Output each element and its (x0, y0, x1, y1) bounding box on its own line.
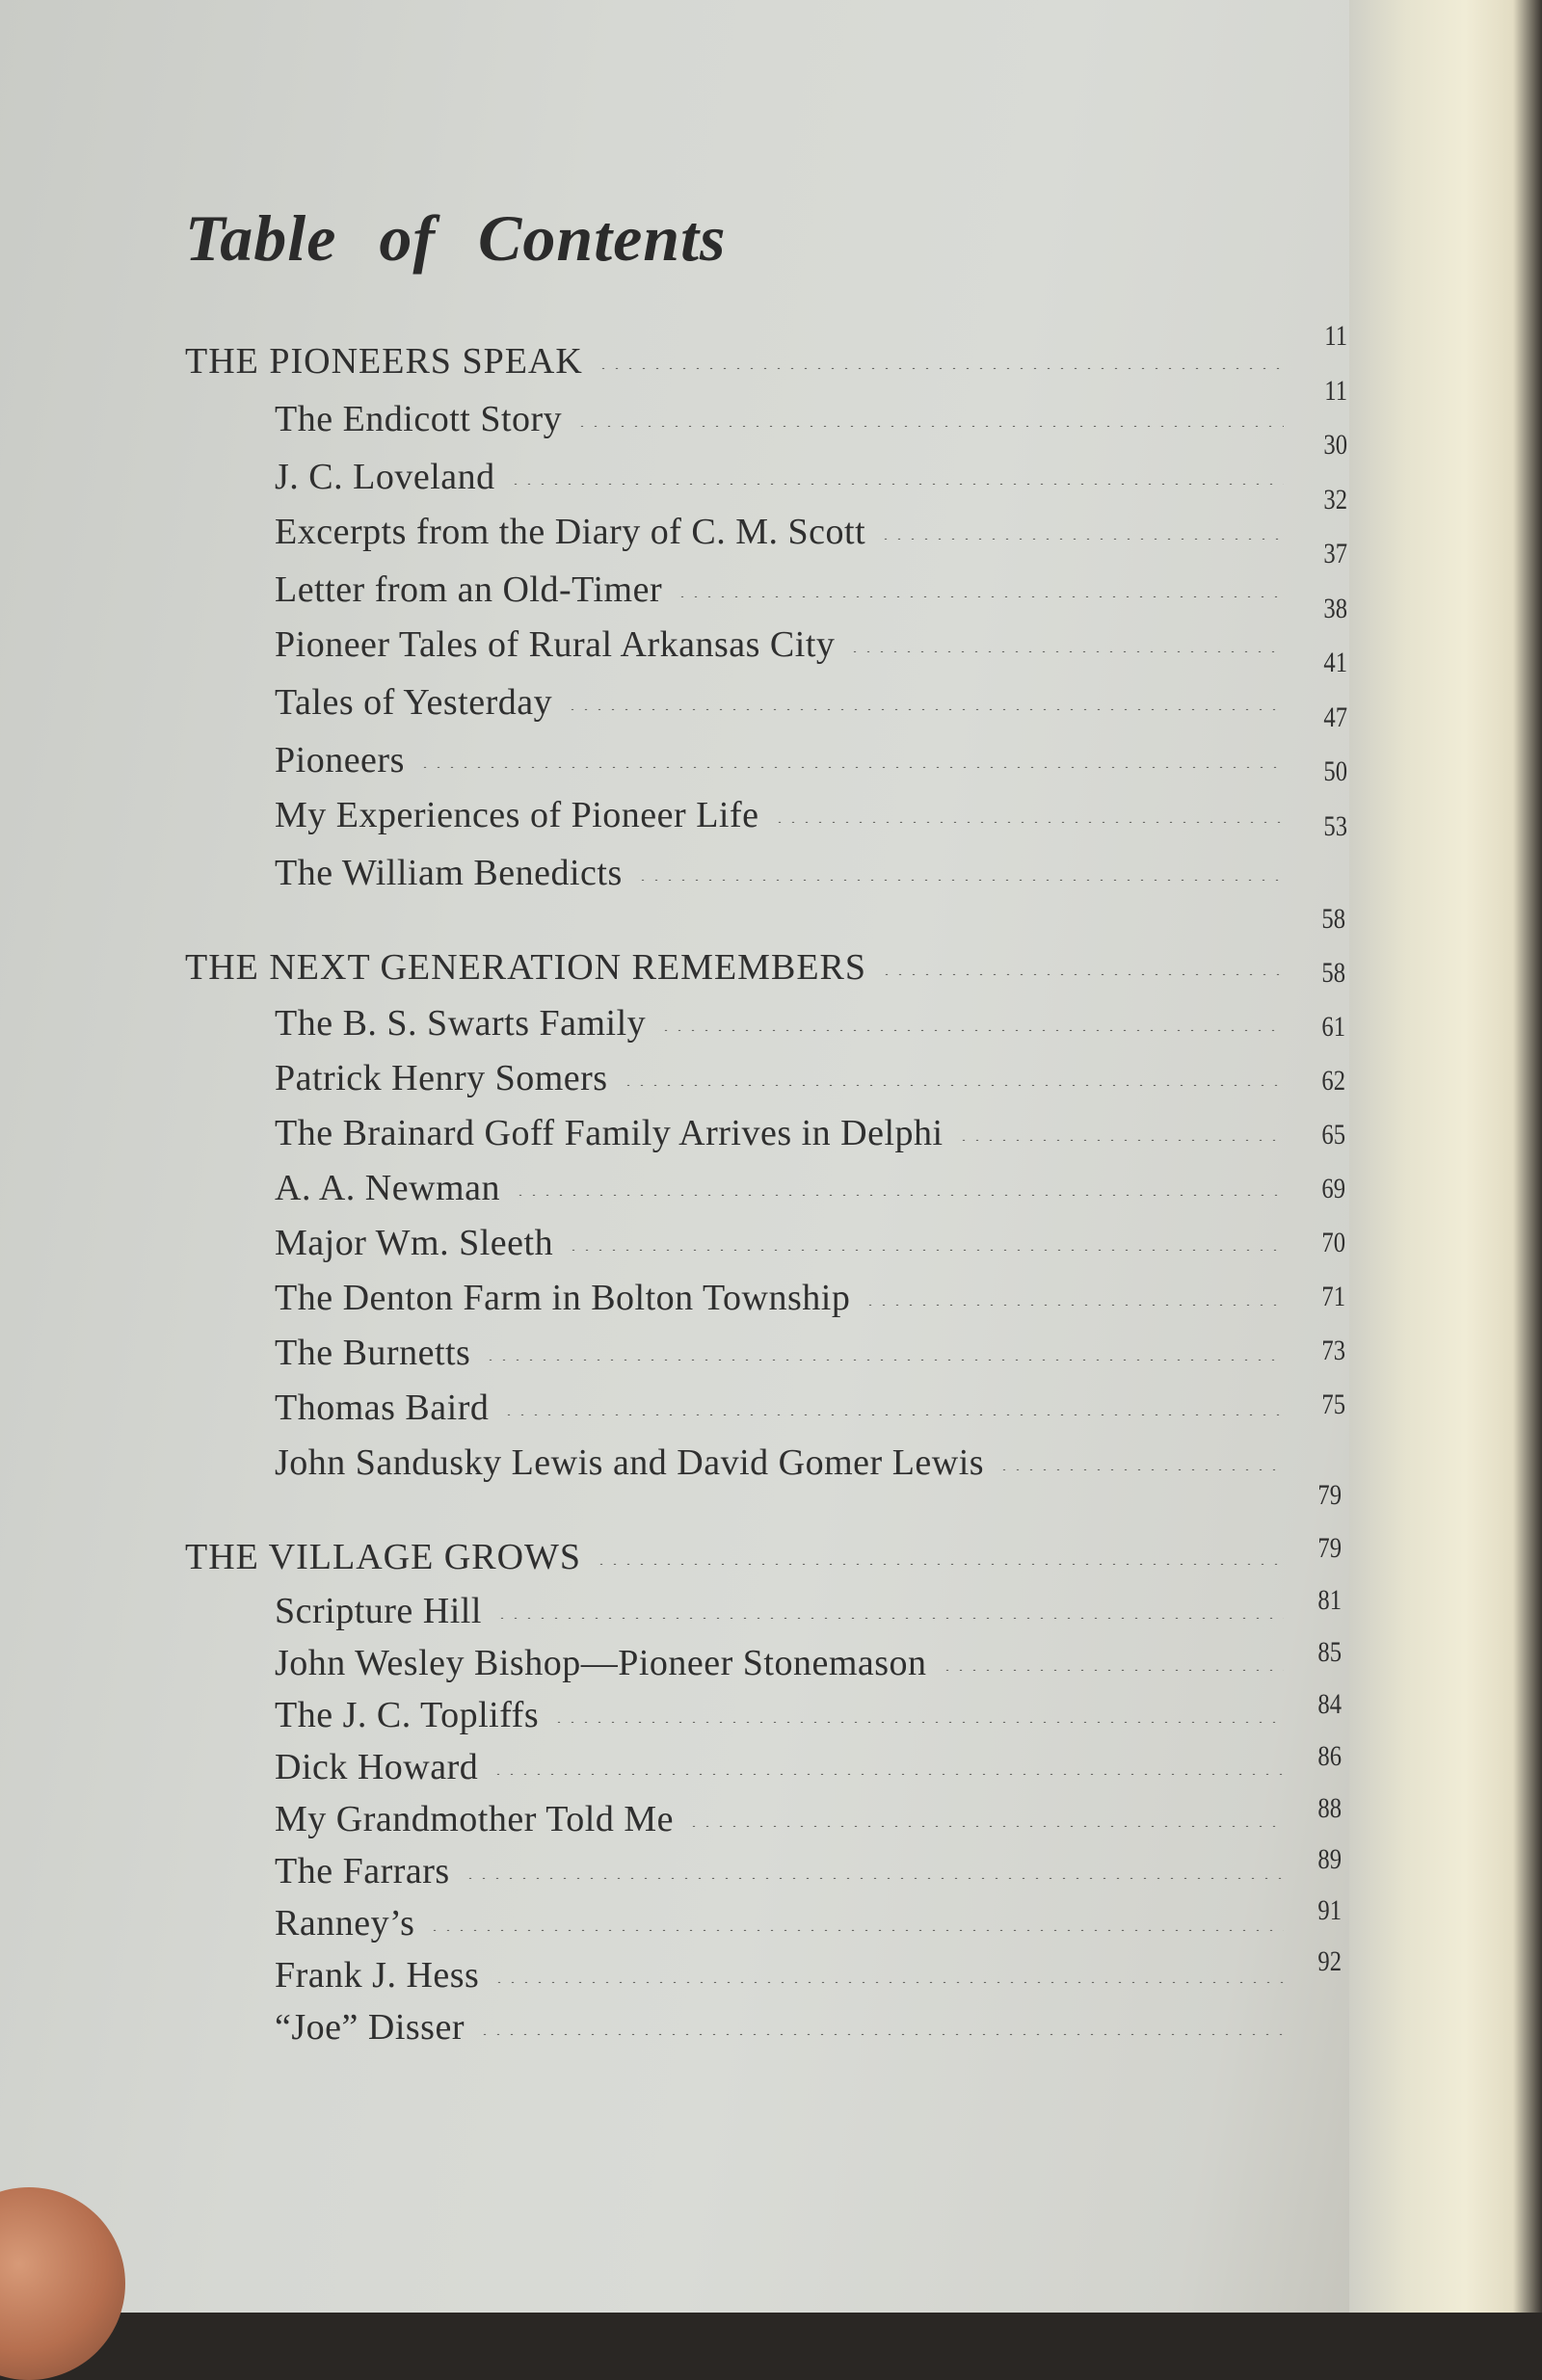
page-number: 81 (1317, 1584, 1342, 1616)
leader-dots (418, 766, 1284, 768)
leader-dots (848, 650, 1284, 652)
page-number: 84 (1317, 1688, 1342, 1720)
page-number: 88 (1317, 1792, 1342, 1824)
toc-entry-label: The Farrars (275, 1851, 450, 1891)
toc-entry (275, 739, 1284, 781)
page-number: 37 (1323, 538, 1347, 569)
page-number: 30 (1323, 429, 1347, 461)
section-heading-label: THE NEXT GENERATION REMEMBERS (185, 947, 867, 988)
leader-dots (676, 595, 1284, 597)
page-number: 53 (1323, 810, 1347, 842)
toc-entry (275, 1746, 1284, 1788)
toc-entry (275, 1057, 1284, 1099)
toc-entry-label: John Sandusky Lewis and David Gomer Lewis (275, 1442, 985, 1483)
toc-entry-label: The Denton Farm in Bolton Township (275, 1278, 851, 1318)
page-number: 86 (1317, 1740, 1342, 1772)
toc-entry (275, 456, 1284, 498)
leader-dots (773, 821, 1285, 823)
page-number: 70 (1321, 1227, 1345, 1258)
page-number: 11 (1324, 320, 1347, 352)
toc-entry (275, 1002, 1284, 1045)
toc-entry (275, 569, 1284, 611)
toc-entry (275, 1902, 1284, 1944)
page-number: 41 (1323, 647, 1347, 678)
page-number: 79 (1317, 1479, 1342, 1511)
page-number: 38 (1323, 593, 1347, 624)
toc-entry-label: Pioneer Tales of Rural Arkansas City (275, 624, 836, 665)
toc-entry (275, 1694, 1284, 1736)
toc-entry (275, 852, 1284, 894)
leader-dots (941, 1669, 1284, 1671)
page-number: 58 (1321, 903, 1345, 935)
page-title: Table of Contents (185, 201, 727, 275)
page-number: 71 (1321, 1281, 1345, 1312)
toc-entry-label: Frank J. Hess (275, 1955, 480, 1996)
toc-entry (275, 1387, 1284, 1429)
leader-dots (957, 1139, 1284, 1141)
leader-dots (492, 1981, 1284, 1983)
leader-dots (484, 1359, 1284, 1361)
leader-dots (575, 425, 1284, 427)
page-number: 65 (1321, 1119, 1345, 1150)
leader-dots (514, 1194, 1284, 1196)
page-number: 73 (1321, 1335, 1345, 1366)
leader-dots (879, 538, 1284, 540)
section-heading-label: THE VILLAGE GROWS (185, 1537, 582, 1577)
page-number: 62 (1321, 1065, 1345, 1097)
toc-entry-label: The B. S. Swarts Family (275, 1003, 647, 1044)
toc-entry (275, 1850, 1284, 1892)
toc-entry (275, 1954, 1284, 1997)
toc-entry-label: A. A. Newman (275, 1168, 500, 1208)
toc-entry (275, 2006, 1284, 2049)
toc-entry (275, 1277, 1284, 1319)
toc-entry-label: J. C. Loveland (275, 457, 495, 497)
toc-entry (275, 681, 1284, 724)
toc-entry-label: The J. C. Topliffs (275, 1695, 540, 1735)
page-number: 89 (1317, 1843, 1342, 1875)
page-number: 75 (1321, 1388, 1345, 1420)
leader-dots (864, 1304, 1284, 1306)
leader-dots (492, 1773, 1284, 1775)
toc-entry-label: My Grandmother Told Me (275, 1799, 674, 1839)
toc-entry-label: The Burnetts (275, 1333, 471, 1373)
toc-entry-label: The William Benedicts (275, 853, 623, 893)
leader-dots (997, 1468, 1284, 1470)
toc-entry-label: The Endicott Story (275, 399, 563, 439)
toc-entry (275, 1222, 1284, 1264)
toc-entry (275, 511, 1284, 553)
toc-entry-label: My Experiences of Pioneer Life (275, 795, 759, 835)
section-heading-label: THE PIONEERS SPEAK (185, 341, 583, 382)
toc-entry-label: Ranney’s (275, 1903, 415, 1944)
leader-dots (597, 367, 1284, 369)
leader-dots (566, 708, 1284, 710)
toc-entry-label: Pioneers (275, 740, 405, 780)
section-heading-next-generation-remembers (185, 946, 1284, 989)
leader-dots (595, 1563, 1284, 1565)
leader-dots (478, 2033, 1284, 2035)
toc-entry (275, 1167, 1284, 1209)
toc-entry-label: John Wesley Bishop—Pioneer Stonemason (275, 1643, 927, 1683)
page-number: 91 (1317, 1894, 1342, 1926)
toc-entry-label: Scripture Hill (275, 1591, 482, 1631)
leader-dots (622, 1084, 1284, 1086)
toc-entry-label: Major Wm. Sleeth (275, 1223, 554, 1263)
leader-dots (502, 1414, 1284, 1415)
leader-dots (880, 973, 1284, 975)
toc-entry-label: Tales of Yesterday (275, 682, 553, 723)
toc-entry-label: Patrick Henry Somers (275, 1058, 608, 1098)
toc-entry (275, 398, 1284, 440)
toc-entry-label: Letter from an Old-Timer (275, 569, 663, 610)
section-heading-pioneers-speak (185, 340, 1284, 383)
leader-dots (636, 879, 1284, 881)
toc-entry (275, 1798, 1284, 1840)
page-number: 69 (1321, 1173, 1345, 1204)
toc-entry-label: Excerpts from the Diary of C. M. Scott (275, 512, 866, 552)
toc-entry (275, 1590, 1284, 1632)
toc-entry-label: Thomas Baird (275, 1388, 490, 1428)
leader-dots (464, 1877, 1284, 1879)
toc-entry-label: The Brainard Goff Family Arrives in Delphi (275, 1113, 944, 1153)
toc-entry (275, 1112, 1284, 1154)
page-number: 92 (1317, 1945, 1342, 1977)
page-number: 32 (1323, 484, 1347, 516)
toc-entry (275, 1642, 1284, 1684)
toc-entry (275, 1332, 1284, 1374)
section-heading-village-grows (185, 1536, 1284, 1578)
toc-entry-label: Dick Howard (275, 1747, 479, 1787)
page-number: 85 (1317, 1636, 1342, 1668)
leader-dots (687, 1825, 1284, 1827)
leader-dots (552, 1721, 1284, 1723)
leader-dots (659, 1029, 1284, 1031)
leader-dots (567, 1249, 1284, 1251)
toc-entry-label: “Joe” Disser (275, 2007, 465, 2048)
toc-entry (275, 794, 1284, 836)
toc-entry (275, 1441, 1284, 1484)
book-gutter (1349, 0, 1542, 2313)
leader-dots (428, 1929, 1284, 1931)
page-number: 50 (1323, 755, 1347, 787)
page-number: 58 (1321, 957, 1345, 989)
leader-dots (495, 1617, 1284, 1619)
page-number: 61 (1321, 1011, 1345, 1043)
page-number: 11 (1324, 375, 1347, 407)
page-number: 47 (1323, 701, 1347, 733)
toc-entry (275, 623, 1284, 666)
leader-dots (509, 483, 1284, 485)
page-number: 79 (1317, 1532, 1342, 1564)
